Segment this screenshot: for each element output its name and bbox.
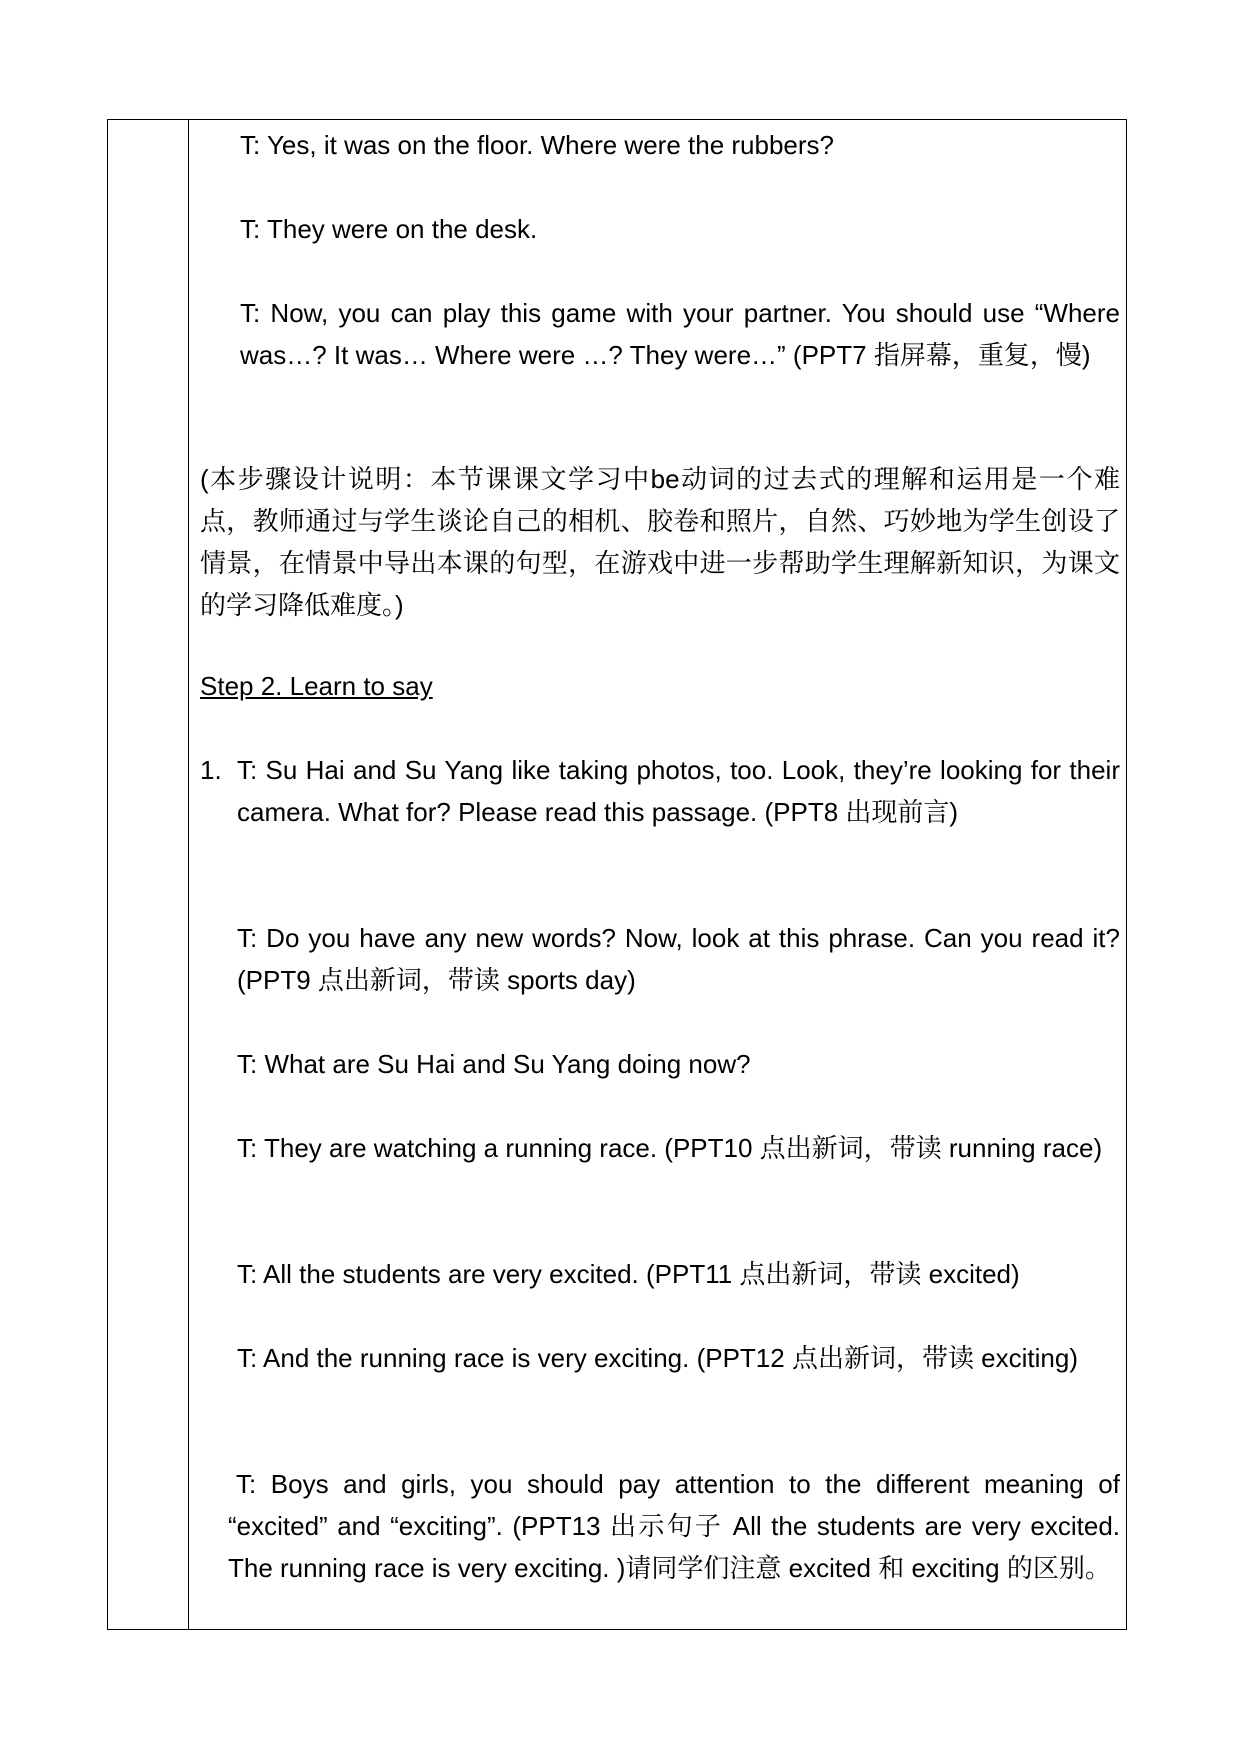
design-note: (本步骤设计说明：本节课课文学习中be动词的过去式的理解和运用是一个难点，教师通过与学生谈论自己的相机、胶卷和照片，自然、巧妙地为学生创设了情景，在情景中导出本课的句型，在游戏中进一步帮助学生理解新知识，为课文的学习降低难度。) <box>200 464 1120 620</box>
dialogue-line: T: And the running race is very exciting. (PPT12 点出新词，带读 exciting) <box>237 1343 1078 1373</box>
lesson-plan-table <box>107 119 1127 1630</box>
dialogue-line: T: What are Su Hai and Su Yang doing now? <box>237 1049 751 1079</box>
dialogue-line: T: Do you have any new words? Now, look at this phrase. Can you read it? (PPT9 点出新词，带读 sports day) <box>237 923 1120 995</box>
list-item-number: 1. <box>200 755 222 785</box>
dialogue-line: T: They were on the desk. <box>240 214 538 244</box>
dialogue-line: T: They are watching a running race. (PPT10 点出新词，带读 running race) <box>237 1133 1103 1163</box>
dialogue-line: T: Yes, it was on the floor. Where were the rubbers? <box>240 130 834 160</box>
step-heading: Step 2. Learn to say <box>200 671 433 701</box>
dialogue-line: T: Now, you can play this game with your partner. You should use “Where was…? It was… Where were …? They were…” (PPT7 指屏幕，重复，慢) <box>240 298 1120 370</box>
dialogue-line: T: Su Hai and Su Yang like taking photos, too. Look, they’re looking for their camera. What for? Please read this passage. (PPT8 出现前言) <box>237 755 1120 827</box>
dialogue-line: T: Boys and girls, you should pay attention to the different meaning of “excited” and “exciting”. (PPT13 出示句子 All the students are very excited. The running race is very exciting. )请同学们注意 excited 和 exciting 的区别。 <box>228 1469 1120 1583</box>
column-divider <box>188 120 189 1629</box>
dialogue-line: T: All the students are very excited. (PPT11 点出新词，带读 excited) <box>237 1259 1020 1289</box>
